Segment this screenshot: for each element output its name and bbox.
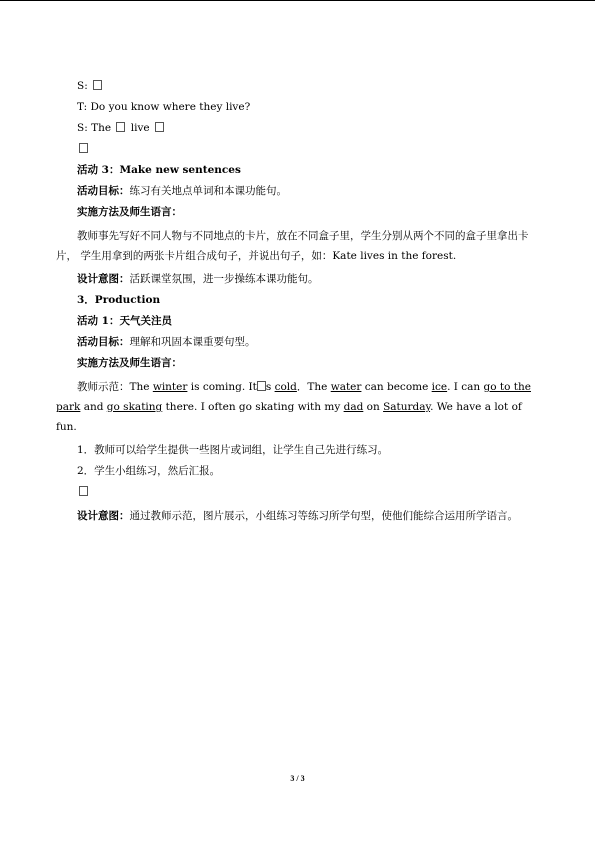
text: . I can [447,381,484,393]
page-number: 3 / 3 [290,774,305,783]
underlined-word: cold [274,381,297,393]
document-body [56,79,540,526]
activity-1-title: 活动 1：天气关注员 [77,315,172,327]
step-1: 1．教师可以给学生提供一些图片或词组，让学生自己先进行练习。 [77,444,389,456]
teacher-demo [56,377,540,437]
placeholder-line [56,142,540,156]
label: 活动目标： [77,336,130,348]
dialogue-line-t: T: Do you know where they live? [77,101,251,113]
underlined-phrase: go to the park [56,381,531,413]
activity-1-design [56,506,540,526]
dialogue-line-s1 [56,79,540,93]
underlined-word: dad [343,401,364,413]
activity-3-title: 活动 3：Make new sentences [77,164,241,176]
activity-1-method-label: 实施方法及师生语言： [77,357,182,369]
text: is coming. It [187,381,257,393]
missing-glyph-box [79,143,88,153]
text: ．The [296,381,331,393]
underlined-word: water [330,381,362,393]
label: 活动目标： [77,185,130,197]
label: 设计意图： [77,510,130,522]
text: 练习有关地点单词和本课功能句。 [129,185,287,197]
text: 通过教师示范，图片展示，小组练习等练习所学句型，使他们能综合运用所学语言。 [129,510,518,522]
underlined-word: Saturday [383,401,431,413]
text: can become [361,381,432,393]
activity-3-method-label: 实施方法及师生语言： [77,206,182,218]
section-production-title: 3．Production [77,294,161,306]
missing-glyph-box [116,122,125,132]
activity-3-goal [56,184,540,198]
activity-1-goal [56,335,540,349]
speaker-label: S: [77,80,88,92]
text: 活跃课堂氛围，进一步操练本课功能句。 [129,273,319,285]
underlined-word: winter [152,381,188,393]
label: 设计意图： [77,273,130,285]
step-2: 2．学生小组练习，然后汇报。 [77,465,221,477]
missing-glyph-box [93,80,102,90]
text: on [363,401,384,413]
missing-glyph-box [155,122,164,132]
missing-glyph-box [257,381,266,391]
underlined-word: ice [431,381,448,393]
dialogue-line-s2 [56,121,540,135]
text: there. I often go skating with my [162,401,344,413]
missing-glyph-box [79,486,88,496]
underlined-phrase: go skating [106,401,163,413]
text: and [80,401,107,413]
activity-3-design [56,272,540,286]
text: 理解和巩固本课重要句型。 [129,336,256,348]
dialogue-text: live [130,122,150,134]
dialogue-text: S: The [77,122,112,134]
text: s [265,381,275,393]
top-rule [0,0,595,1]
text: . We have a lot of fun. [56,401,522,433]
text: 教师示范：The [77,381,153,393]
activity-3-method-text: 教师事先写好不同人物与不同地点的卡片，放在不同盒子里，学生分别从两个不同的盒子里拿出卡片， 学生用拿到的两张卡片组合成句子，并说出句子，如：Kate lives in the forest. [56,230,529,262]
placeholder-line [56,485,540,499]
